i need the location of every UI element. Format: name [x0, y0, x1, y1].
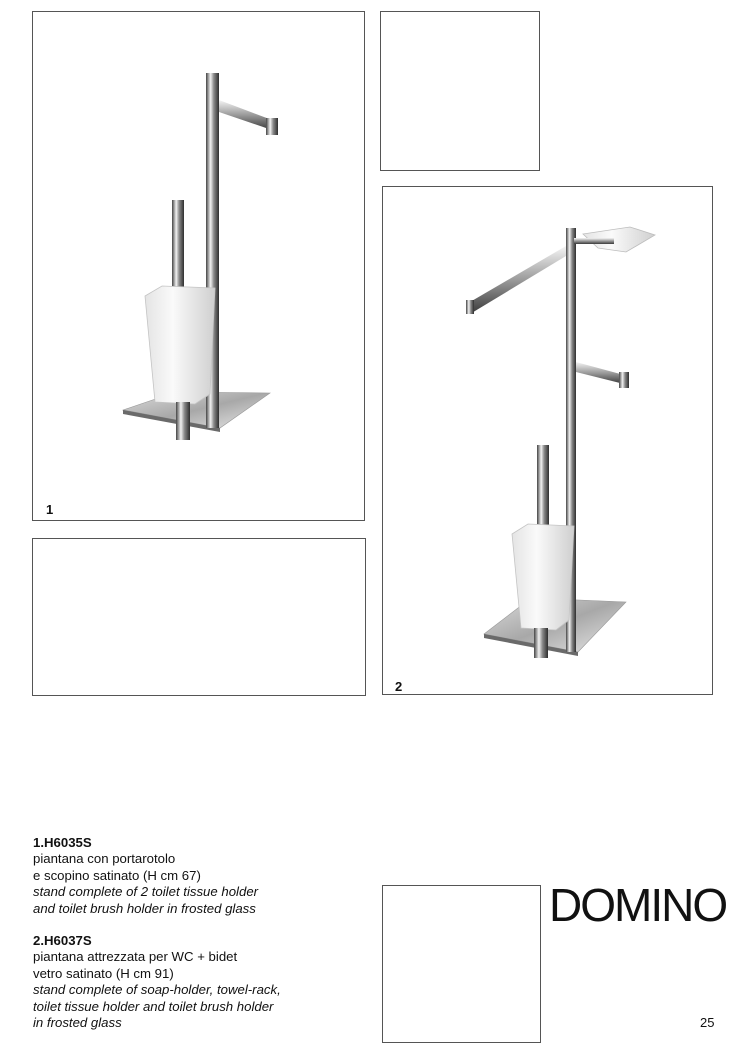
product-1-en-line-2: and toilet brush holder in frosted glass [33, 900, 256, 916]
product-1-brush-glass [145, 286, 215, 404]
product-2-it-line-1: piantana attrezzata per WC + bidet [33, 949, 238, 965]
product-2-towel-rack [470, 246, 566, 314]
product-1-code: 1.H6035S [33, 835, 92, 850]
product-2-description [33, 933, 281, 1031]
panel-1-number: 1 [46, 502, 54, 517]
product-2-code: 2.H6037S [33, 933, 92, 948]
product-2-en-line-2: toilet tissue holder and toilet brush holder [33, 998, 274, 1014]
product-2-en-line-1: stand complete of soap-holder, towel-rack, [33, 982, 281, 998]
brand-logo: DOMINO [549, 879, 727, 931]
product-1-en-line-1: stand complete of 2 toilet tissue holder [33, 884, 259, 900]
product-1-brush-handle [172, 200, 184, 300]
product-1-tissue-arm [219, 100, 272, 130]
product-2-en-line-3: in frosted glass [33, 1015, 122, 1031]
product-1-description [33, 835, 258, 917]
page-number: 25 [700, 1015, 715, 1030]
product-2-brush-glass [512, 524, 574, 630]
product-2-image [466, 227, 655, 658]
product-1-it-line-1: piantana con portarotolo [33, 851, 176, 867]
product-1-it-line-2: e scopino satinato (H cm 67) [33, 867, 201, 883]
product-2-it-line-2: vetro satinato (H cm 91) [33, 965, 174, 981]
product-1-image [123, 73, 278, 440]
panel-2-number: 2 [395, 679, 403, 694]
product-2-tissue-arm [576, 362, 624, 384]
